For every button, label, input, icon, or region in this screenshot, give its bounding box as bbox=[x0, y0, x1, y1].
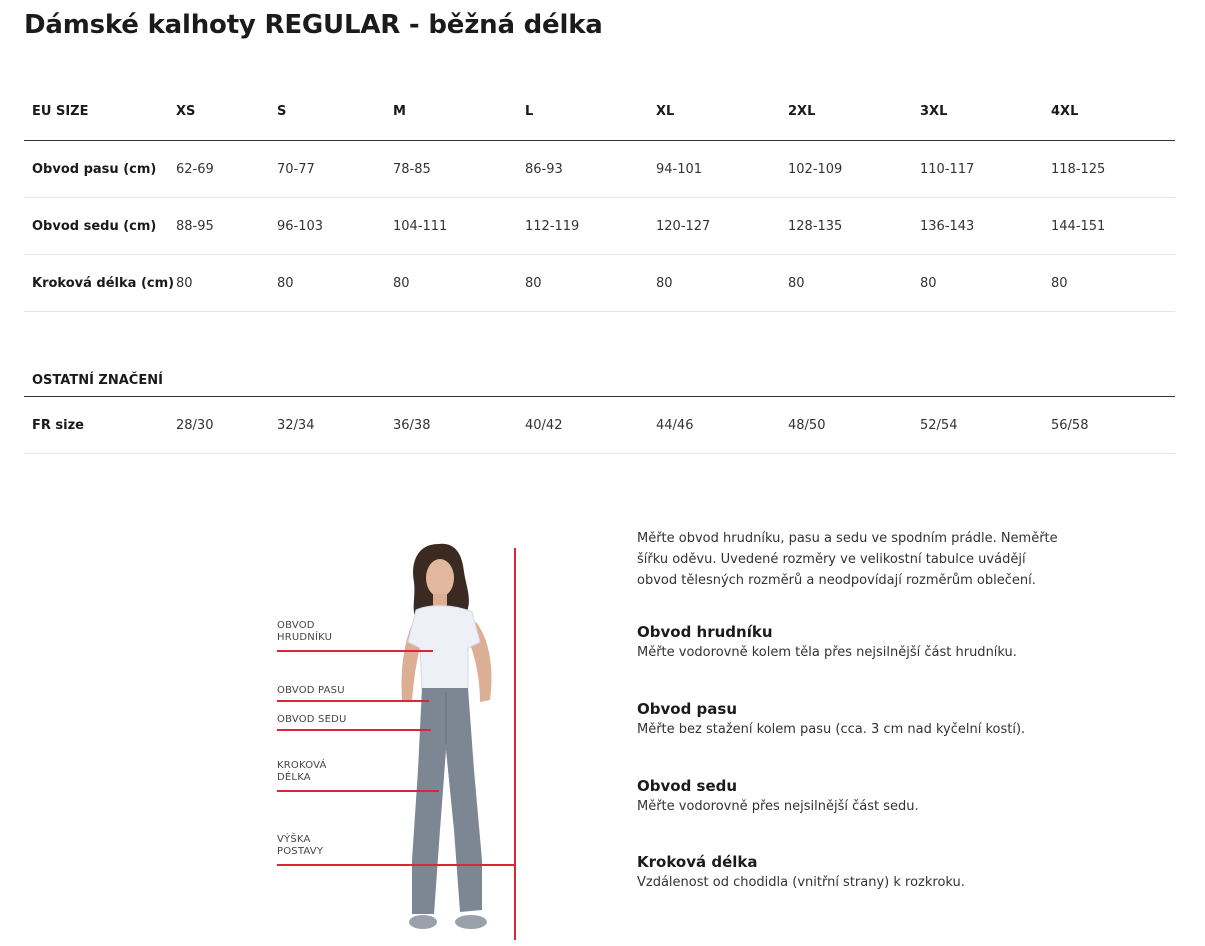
inseam-label-line1: KROKOVÁ bbox=[277, 760, 327, 771]
inseam-measure-line bbox=[277, 790, 439, 792]
section-text: Vzdálenost od chodidla (vnitřní strany) k rozkroku. bbox=[637, 875, 965, 890]
section-waist bbox=[637, 700, 1025, 737]
model-shirt bbox=[408, 606, 480, 690]
measurement-instructions bbox=[637, 528, 1067, 890]
waist-label: OBVOD PASU bbox=[277, 685, 345, 696]
height-label bbox=[277, 834, 323, 858]
model-figure-illustration bbox=[268, 530, 568, 946]
table-cell: 136-143 bbox=[920, 218, 975, 234]
table-cell: 80 bbox=[277, 275, 294, 291]
row-label: Obvod pasu (cm) bbox=[32, 161, 157, 177]
table-cell: 70-77 bbox=[277, 161, 315, 177]
table-cell: 80 bbox=[788, 275, 805, 291]
header-cell: M bbox=[393, 103, 406, 119]
section-chest bbox=[637, 623, 1017, 660]
table-cell: 86-93 bbox=[525, 161, 563, 177]
table-cell: 52/54 bbox=[920, 417, 958, 433]
table-cell: 128-135 bbox=[788, 218, 843, 234]
header-cell: 3XL bbox=[920, 103, 948, 119]
model-face bbox=[426, 559, 454, 597]
chest-measure-line bbox=[277, 650, 433, 652]
section-text: Měřte vodorovně přes nejsilnější část sedu. bbox=[637, 799, 919, 814]
header-cell: 4XL bbox=[1051, 103, 1079, 119]
page-title: Dámské kalhoty REGULAR - běžná délka bbox=[24, 10, 603, 40]
height-measure-line bbox=[514, 548, 516, 940]
height-label-line1: VÝŠKA bbox=[277, 834, 311, 845]
header-cell: L bbox=[525, 103, 534, 119]
row-label: Obvod sedu (cm) bbox=[32, 218, 157, 234]
intro-text: Měřte obvod hrudníku, pasu a sedu ve spodním prádle. Neměřte šířku oděvu. Uvedené rozměry ve velikostní tabulce uvádějí obvod tělesných rozměrů a neodpovídají rozměrům oblečení. bbox=[637, 531, 1058, 588]
waist-measure-line bbox=[277, 700, 429, 702]
chest-label-line2: HRUDNÍKU bbox=[277, 632, 333, 643]
table-cell: 110-117 bbox=[920, 161, 975, 177]
inseam-label bbox=[277, 760, 327, 784]
section-title: Obvod pasu bbox=[637, 700, 737, 718]
table-cell: 120-127 bbox=[656, 218, 711, 234]
section-title: Obvod sedu bbox=[637, 777, 738, 795]
row-label: Kroková délka (cm) bbox=[32, 275, 175, 291]
section-hips bbox=[637, 777, 919, 814]
table-cell: 80 bbox=[656, 275, 673, 291]
table-cell: 144-151 bbox=[1051, 218, 1106, 234]
model-left-shoe bbox=[409, 915, 437, 929]
header-cell: EU SIZE bbox=[32, 103, 89, 119]
section-inseam bbox=[637, 853, 965, 890]
model-jeans bbox=[412, 688, 482, 914]
header-cell: S bbox=[277, 103, 287, 119]
other-markings-table bbox=[24, 360, 1175, 454]
section-heading: OSTATNÍ ZNAČENÍ bbox=[32, 373, 163, 388]
table-cell: 104-111 bbox=[393, 218, 448, 234]
table-row bbox=[24, 198, 1175, 255]
table-cell: 80 bbox=[393, 275, 410, 291]
height-label-line2: POSTAVY bbox=[277, 846, 324, 857]
header-cell: XS bbox=[176, 103, 196, 119]
table-cell: 88-95 bbox=[176, 218, 214, 234]
table-cell: 112-119 bbox=[525, 218, 580, 234]
table-cell: 80 bbox=[525, 275, 542, 291]
table-cell: 28/30 bbox=[176, 417, 214, 433]
section-title: Obvod hrudníku bbox=[637, 623, 773, 641]
chest-label-line1: OBVOD bbox=[277, 620, 315, 631]
other-markings-header bbox=[24, 360, 1175, 397]
size-table-header bbox=[24, 82, 1175, 141]
table-cell: 44/46 bbox=[656, 417, 694, 433]
table-cell: 102-109 bbox=[788, 161, 843, 177]
measurement-figure bbox=[268, 530, 568, 946]
table-cell: 94-101 bbox=[656, 161, 703, 177]
table-cell: 78-85 bbox=[393, 161, 431, 177]
table-cell: 62-69 bbox=[176, 161, 214, 177]
table-cell: 48/50 bbox=[788, 417, 826, 433]
hips-label: OBVOD SEDU bbox=[277, 714, 347, 725]
table-cell: 32/34 bbox=[277, 417, 315, 433]
row-label: FR size bbox=[32, 417, 84, 433]
table-cell: 80 bbox=[176, 275, 193, 291]
inseam-label-line2: DÉLKA bbox=[277, 772, 311, 783]
table-row bbox=[24, 255, 1175, 312]
header-cell: 2XL bbox=[788, 103, 816, 119]
table-cell: 80 bbox=[920, 275, 937, 291]
section-title: Kroková délka bbox=[637, 853, 758, 871]
table-cell: 80 bbox=[1051, 275, 1068, 291]
section-text: Měřte bez stažení kolem pasu (cca. 3 cm nad kyčelní kostí). bbox=[637, 722, 1026, 737]
table-row bbox=[24, 141, 1175, 198]
table-cell: 56/58 bbox=[1051, 417, 1089, 433]
size-table bbox=[24, 82, 1175, 312]
table-cell: 40/42 bbox=[525, 417, 563, 433]
table-cell: 36/38 bbox=[393, 417, 431, 433]
header-cell: XL bbox=[656, 103, 675, 119]
height-measure-line-horizontal bbox=[277, 864, 515, 866]
chest-label bbox=[277, 620, 332, 644]
section-text: Měřte vodorovně kolem těla přes nejsilnější část hrudníku. bbox=[637, 645, 1017, 660]
table-cell: 96-103 bbox=[277, 218, 324, 234]
table-cell: 118-125 bbox=[1051, 161, 1106, 177]
hips-measure-line bbox=[277, 729, 431, 731]
table-row bbox=[24, 397, 1175, 454]
model-right-shoe bbox=[455, 915, 487, 929]
